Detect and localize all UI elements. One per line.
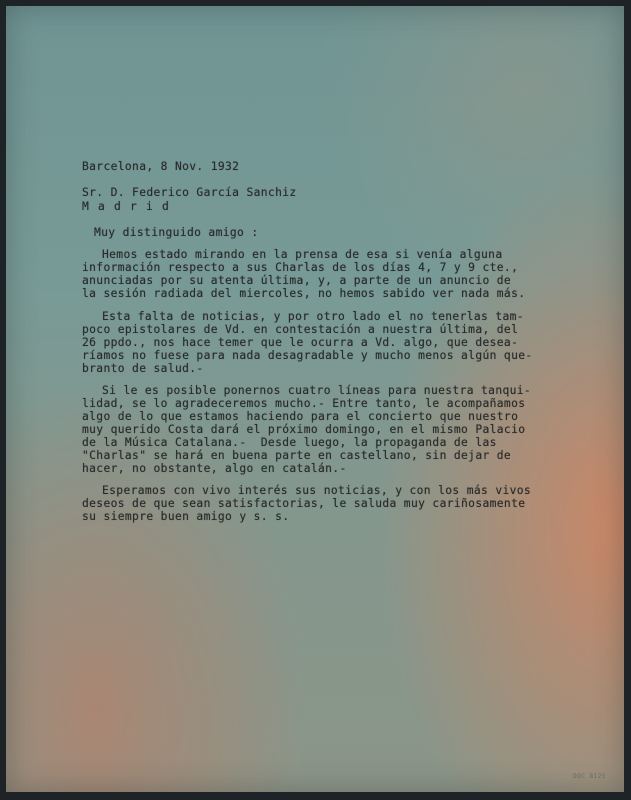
paragraph3-line: muy querido Costa dará el próximo domingo, en el mismo Palacio (82, 423, 526, 436)
paragraph3-line: algo de lo que estamos haciendo para el concierto que nuestro (82, 410, 519, 423)
paragraph3-line: hacer, no obstante, algo en catalán.- (82, 462, 347, 475)
paragraph1-line: Hemos estado mirando en la prensa de esa si venía alguna (102, 248, 503, 261)
paragraph2-line: branto de salud.- (82, 362, 204, 375)
recipient-city: M a d r i d (82, 200, 171, 213)
paragraph2-line: poco epistolares de Vd. en contestación a nuestra última, del (82, 323, 519, 336)
paragraph4-line: Esperamos con vivo interés sus noticias, y con los más vivos (102, 484, 532, 497)
paragraph3-line: lidad, se lo agradeceremos mucho.- Entre tanto, le acompañamos (82, 397, 526, 410)
paragraph3-line: Si le es posible ponernos cuatro líneas para nuestra tanqui- (102, 384, 532, 397)
paragraph2-line: Esta falta de noticias, y por otro lado el no tenerlas tam- (102, 310, 524, 323)
paragraph3-line: "Charlas" se hará en buena parte en castellano, sin dejar de (82, 449, 512, 462)
paragraph3-line: de la Música Catalana.- Desde luego, la propaganda de las (82, 436, 497, 449)
paragraph1-line: información respecto a sus Charlas de los días 4, 7 y 9 cte., (82, 261, 519, 274)
paragraph4-line: su siempre buen amigo y s. s. (82, 510, 290, 523)
paragraph2-line: ríamos no fuese para nada desagradable y mucho menos algún que- (82, 349, 533, 362)
paragraph4-line: deseos de que sean satisfactorias, le saluda muy cariñosamente (82, 497, 526, 510)
paragraph1-line: la sesión radiada del miercoles, no hemos sabido ver nada más. (82, 287, 526, 300)
dateline: Barcelona, 8 Nov. 1932 (82, 160, 240, 173)
archive-stamp: DOC 8125 (573, 773, 606, 780)
recipient-name: Sr. D. Federico García Sanchiz (82, 186, 297, 199)
paragraph1-line: anunciadas por su atenta última, y, a parte de un anuncio de (82, 274, 512, 287)
paragraph2-line: 26 ppdo., nos hace temer que le ocurra a Vd. algo, que desea- (82, 336, 519, 349)
salutation: Muy distinguido amigo : (94, 226, 259, 239)
letter-sheet (6, 6, 624, 792)
